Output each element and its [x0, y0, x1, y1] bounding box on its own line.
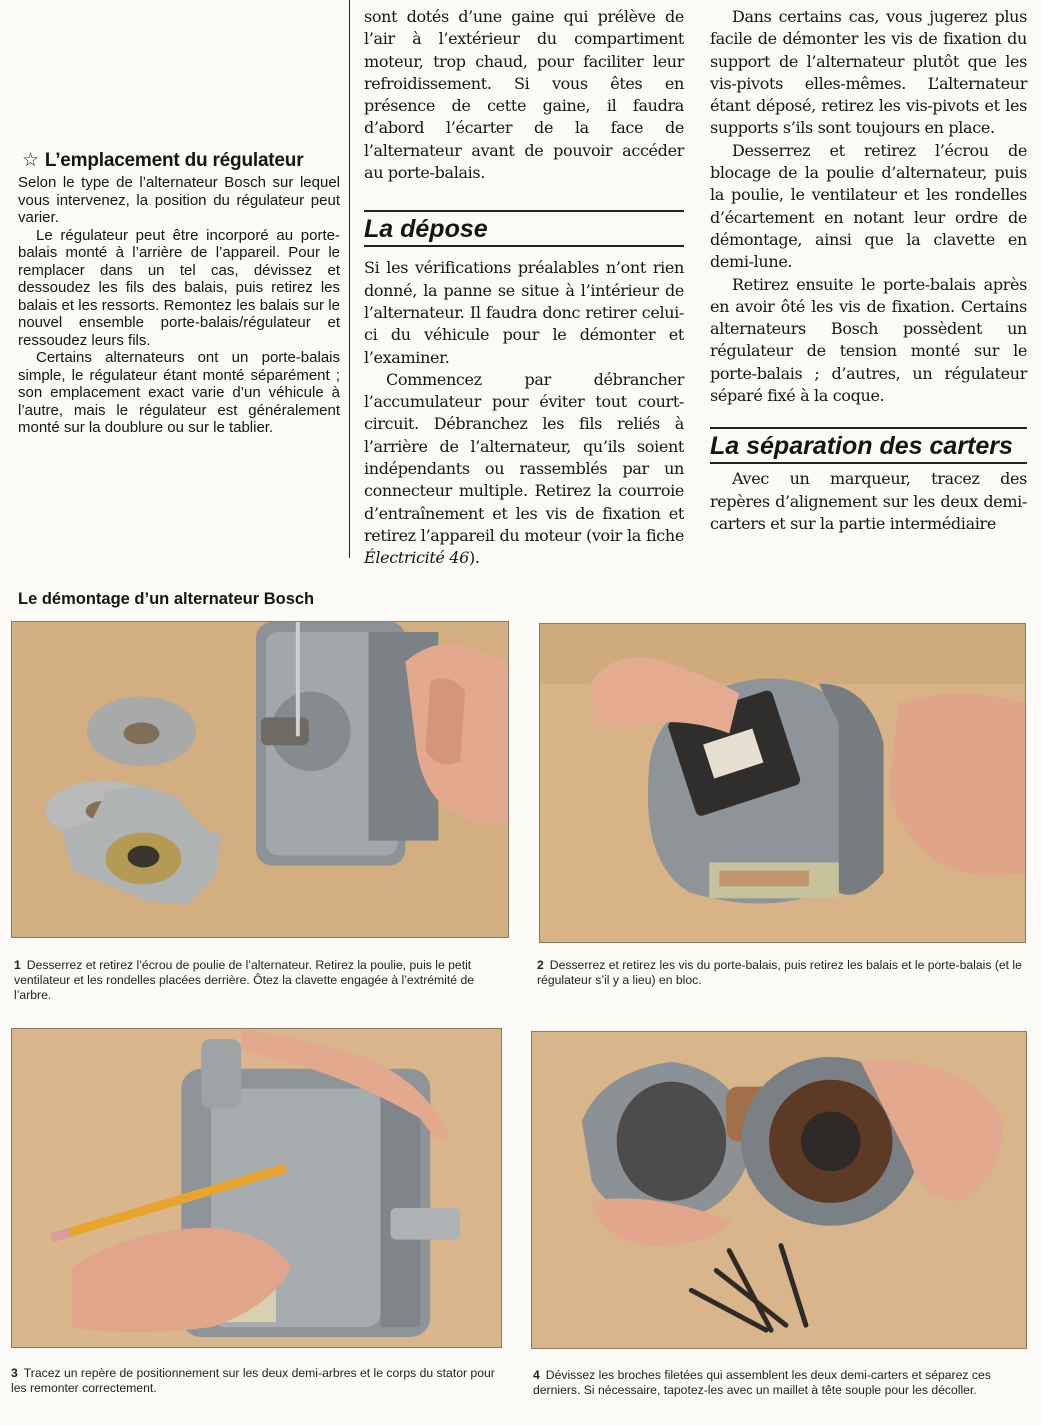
caption-4: 4 Dévissez les broches filetées qui assemblent les deux demi-carters et séparez ces derniers. Si nécessaire, tapotez-les avec un maillet à tête souple pour les décoller. — [533, 1368, 991, 1397]
caption-2: 2 Desserrez et retirez les vis du porte-balais, puis retirez les balais et le porte-balais (et le régulateur s’il y a lieu) en bloc. — [537, 958, 1022, 987]
paragraph: Retirez ensuite le porte-balais après en avoir ôté les vis de fixation. Certains alternateurs Bosch possèdent un régulateur de tension monté sur le porte-balais ; d’autres, un régulateur séparé fixé à la coque. — [710, 274, 1027, 406]
star-outline-icon: ☆ — [22, 150, 39, 171]
caption-3: 3 Tracez un repère de positionnement sur les deux demi-arbres et le corps du stator pour les remonter correctement. — [11, 1366, 495, 1395]
paragraph: Le régulateur peut être incorporé au porte-balais monté à l’arrière de l’appareil. Pour le remplacer dans un tel cas, dévissez et dessoudez les fils des balais, puis retirez les balais et les ressorts. Remontez les balais sur le nouvel ensemble porte-balais/régulateur et ressoudez leurs fils. — [18, 226, 340, 349]
paragraph: Avec un marqueur, tracez des repères d’alignement sur les deux demi-carters et sur la partie intermédiaire — [710, 469, 1027, 533]
photo-1-pulley-removal — [11, 621, 509, 938]
photo-3-alignment-marks — [11, 1028, 502, 1348]
figure-title: Le démontage d’un alternateur Bosch — [18, 590, 315, 608]
brush-holder-illustration — [540, 624, 1025, 942]
paragraph: Commencez par débrancher l’accumulateur pour éviter tout court-circuit. Débranchez les fils reliés à l’arrière de l’alternateur, qu’ils soient indépendants ou rassemblés par un connecteur multiple. Retirez la courroie d’entraînement et les vis de fixation et retirez l’appareil du moteur (voir la fiche Électricité 46). — [364, 369, 684, 568]
paragraph: Certains alternateurs ont un porte-balais simple, le régulateur étant monté séparément ; son emplacement exact varie d’un véhicule à l’autre, mais le régulateur est généralement monté sur la doublure ou sur le tablier. — [18, 349, 340, 436]
alternator-pulley-illustration — [12, 622, 508, 937]
column-divider — [349, 0, 350, 558]
paragraph: Desserrez et retirez l’écrou de blocage de la poulie d’alternateur, puis la poulie, le ventilateur et les rondelles d’écartement en notant leur ordre de démontage, ainsi que la clavette en demi-lune. — [710, 140, 1027, 272]
section-heading: ☆ L’emplacement du régulateur — [22, 150, 304, 171]
housing-separation-illustration — [532, 1032, 1026, 1348]
photo-4-housing-separation — [531, 1031, 1027, 1349]
paragraph: Dans certains cas, vous jugerez plus facile de démonter les vis de fixation du support de l’alternateur plutôt que les vis-pivots elles-mêmes. L’alternateur étant déposé, retirez les vis-pivots et les supports s’ils sont toujours en place. — [710, 7, 1027, 138]
section-heading-depose: La dépose — [364, 210, 684, 247]
section-heading-separation: La séparation des carters — [710, 427, 1027, 464]
column-3 — [710, 6, 1027, 535]
paragraph: Selon le type de l’alternateur Bosch sur lequel vous intervenez, la position du régulateur peut varier. — [18, 174, 340, 226]
photo-2-brush-holder — [539, 623, 1026, 943]
alignment-marking-illustration — [12, 1029, 501, 1347]
caption-1: 1 Desserrez et retirez l’écrou de poulie de l’alternateur. Retirez la poulie, puis le petit ventilateur et les rondelles placées derrière. Ôtez la clavette engagée à l’extrémité de l’arbre. — [14, 958, 474, 1002]
paragraph: Si les vérifications préalables n’ont rien donné, la panne se situe à l’intérieur de l’alternateur. Il faudra donc retirer celui-ci du véhicule pour le démonter et l’examiner. — [364, 258, 684, 367]
column-2 — [364, 6, 684, 570]
paragraph: sont dotés d’une gaine qui prélève de l’air à l’extérieur du compartiment moteur, trop chaud, pour faciliter leur refroidissement. Si vous êtes en présence de cette gaine, il faudra d’abord l’écarter de la face de l’alternateur avant de pouvoir accéder au porte-balais. — [364, 7, 684, 183]
section-regulateur — [18, 148, 340, 437]
